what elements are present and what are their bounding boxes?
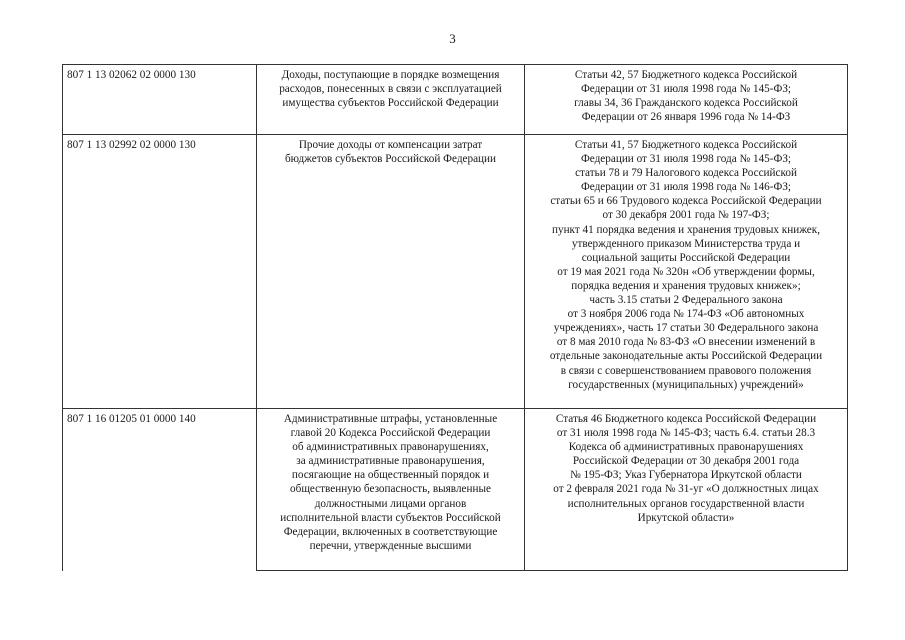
table-row [63, 409, 848, 571]
legal-basis-line: Федерации от 31 июля 1998 года № 145-ФЗ; [580, 153, 792, 166]
description-line: перечни, утвержденные высшими [309, 539, 472, 552]
legal-basis-line: от 2 февраля 2021 года № 31-уг «О должностных лицах [553, 483, 819, 496]
revenue-codes-table [62, 64, 848, 571]
legal-basis-line: главы 34, 36 Гражданского кодекса Российской [574, 97, 798, 110]
description-line: имущества субъектов Российской Федерации [282, 97, 499, 110]
legal-basis-line: от 8 мая 2010 года № 83-ФЗ «О внесении изменений в [556, 336, 816, 349]
legal-basis-line: от 19 мая 2021 года № 320н «Об утверждении формы, [557, 265, 815, 278]
description-cell [257, 409, 525, 571]
legal-basis-cell [525, 135, 848, 409]
revenue-code: 807 1 16 01205 01 0000 140 [67, 413, 196, 425]
legal-basis-line: статьи 78 и 79 Налогового кодекса Российской [575, 167, 797, 180]
description-line: должностными лицами органов [314, 497, 467, 510]
revenue-code-cell [63, 135, 257, 409]
description-line: расходов, понесенных в связи с эксплуатацией [279, 83, 502, 96]
legal-basis-line: пункт 41 порядка ведения и хранения трудовых книжек, [551, 223, 820, 236]
legal-basis-line: порядка ведения и хранения трудовых книжек»; [571, 279, 801, 292]
legal-basis-line: Иркутской области» [637, 511, 735, 524]
legal-basis-line: Федерации от 31 июля 1998 года № 145-ФЗ; [580, 83, 792, 96]
legal-basis-cell [525, 65, 848, 135]
legal-basis-line: от 31 июля 1998 года № 145-ФЗ; часть 6.4. статьи 28.3 [556, 427, 816, 440]
legal-basis-line: отдельные законодательные акты Российской Федерации [549, 350, 823, 363]
legal-basis-line: Российской Федерации от 30 декабря 2001 года [572, 455, 800, 468]
description-cell [257, 65, 525, 135]
description-line: общественную безопасность, выявленные [290, 483, 491, 496]
description-line: главой 20 Кодекса Российской Федерации [290, 427, 491, 440]
legal-basis-line: государственных (муниципальных) учреждений» [568, 378, 804, 391]
legal-basis-line: часть 3.15 статьи 2 Федерального закона [589, 294, 783, 307]
legal-basis-line: Федерации от 26 января 1996 года № 14-ФЗ [581, 111, 791, 124]
description-line: Прочие доходы от компенсации затрат [298, 139, 483, 151]
legal-basis-line: статьи 65 и 66 Трудового кодекса Российской Федерации [550, 195, 822, 208]
description-line: Административные штрафы, установленные [283, 413, 498, 425]
legal-basis-line: утвержденного приказом Министерства труда и [571, 237, 801, 250]
revenue-code-cell [63, 65, 257, 135]
description-line: посягающие на общественный порядок и [291, 469, 490, 482]
description-line: Доходы, поступающие в порядке возмещения [281, 69, 500, 81]
description-line: об административных правонарушениях, [292, 441, 489, 454]
description-line: исполнительной власти субъектов Российской [280, 511, 501, 524]
legal-basis-line: учреждениях», часть 17 статьи 30 Федерального закона [553, 322, 819, 335]
description-line: за административные правонарушения, [296, 455, 485, 468]
table-row [63, 65, 848, 135]
legal-basis-line: от 3 ноября 2006 года № 174-ФЗ «Об автономных [567, 308, 805, 321]
legal-basis-line: от 30 декабря 2001 года № 197-ФЗ; [602, 209, 770, 222]
legal-basis-line: исполнительных органов государственной власти [567, 497, 805, 510]
legal-basis-line: Кодекса об административных правонарушениях [568, 441, 804, 454]
description-line: Федерации, включенных в соответствующие [283, 525, 498, 538]
legal-basis-line: Статьи 42, 57 Бюджетного кодекса Российской [574, 69, 798, 81]
description-cell [257, 135, 525, 409]
revenue-code-cell [63, 409, 257, 571]
legal-basis-line: Федерации от 31 июля 1998 года № 146-ФЗ; [580, 181, 792, 194]
legal-basis-line: социальной защиты Российской Федерации [581, 251, 791, 264]
legal-basis-line: № 195-ФЗ; Указ Губернатора Иркутской области [570, 469, 802, 482]
revenue-code: 807 1 13 02062 02 0000 130 [67, 69, 196, 81]
legal-basis-line: Статьи 41, 57 Бюджетного кодекса Российской [574, 139, 798, 151]
legal-basis-cell [525, 409, 848, 571]
description-line: бюджетов субъектов Российской Федерации [284, 153, 497, 166]
table-row [63, 135, 848, 409]
legal-basis-line: Статья 46 Бюджетного кодекса Российской Федерации [555, 413, 817, 425]
legal-basis-line: в связи с совершенствованием правового положения [560, 364, 812, 377]
revenue-code: 807 1 13 02992 02 0000 130 [67, 139, 196, 151]
page-number: 3 [449, 31, 456, 46]
